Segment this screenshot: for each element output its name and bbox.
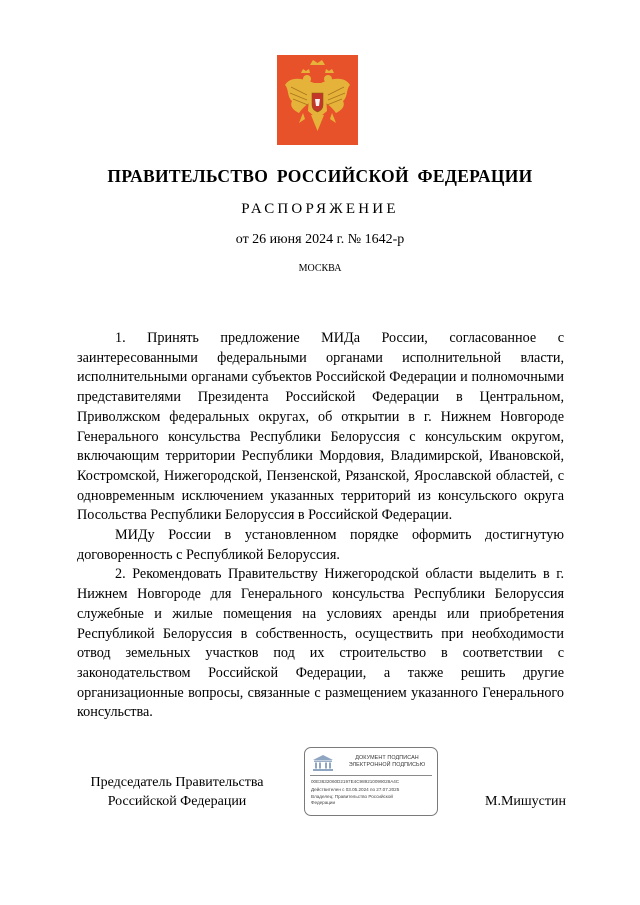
stamp-owner-line-2: Федерации	[311, 800, 336, 805]
stamp-validity: Действителен с 03.05.2024 по 27.07.2025	[311, 787, 400, 792]
stamp-owner-line-1: Владелец: Правительство Российской	[311, 794, 393, 799]
document-type: РАСПОРЯЖЕНИЕ	[241, 201, 399, 217]
electronic-signature-stamp	[304, 747, 438, 816]
government-building-icon	[311, 754, 335, 772]
paragraph-1: 1. Принять предложение МИДа России, согласованное с заинтересованными федеральными органами исполнительной власти, исполнительными органами субъектов Российской Федерации и полномочными представителями Президента Российской Федерации в Центральном, Приволжском федеральных округах, об открытии в г. Нижнем Новгороде Генерального консульства Республики Белоруссия с консульским округом, включающим территории Республики Мордовия, Владимирской, Ивановской, Костромской, Нижегородской, Пензенской, Рязанской, Ярославской областей, с одновременным исключением указанных территорий из консульского округа Посольства Республики Белоруссия в Российской Федерации.	[77, 330, 564, 524]
signer-position-line-2: Российской Федерации	[107, 794, 247, 809]
signer-position	[77, 773, 277, 811]
document-body	[77, 329, 564, 723]
stamp-title-line-2: ЭЛЕКТРОННОЙ ПОДПИСЬЮ	[348, 762, 426, 768]
signer-position-line-1: Председатель Правительства	[90, 775, 264, 790]
document-date-number: от 26 июня 2024 г. № 1642-р	[235, 232, 405, 247]
paragraph-2: 2. Рекомендовать Правительству Нижегородской области выделить в г. Нижнем Новгороде для Генерального консульства Республики Белоруссия служебные и жилые помещения на условиях аренды или приобретения Республикой Белоруссия в собственность, осуществить при необходимости отвод земельных участков под их строительство в соответствии с законодательством Российской Федерации, а также решить другие организационные вопросы, связанные с размещением указанного Генерального консульства.	[77, 566, 564, 721]
stamp-certificate: 00E3632060D2197E4C989210099028A4C	[311, 779, 400, 784]
signer-name: М.Мишустин	[485, 794, 566, 809]
stamp-divider	[310, 775, 432, 776]
issuing-authority-title: ПРАВИТЕЛЬСТВО РОССИЙСКОЙ ФЕДЕРАЦИИ	[107, 166, 533, 186]
stamp-title-line-1: ДОКУМЕНТ ПОДПИСАН	[355, 755, 419, 761]
document-city: МОСКВА	[298, 263, 342, 274]
paragraph-1-continuation: МИДу России в установленном порядке оформить достигнутую договоренность с Республикой Белоруссия.	[77, 527, 564, 563]
coat-of-arms-icon	[277, 55, 358, 145]
stamp-title	[339, 755, 435, 769]
